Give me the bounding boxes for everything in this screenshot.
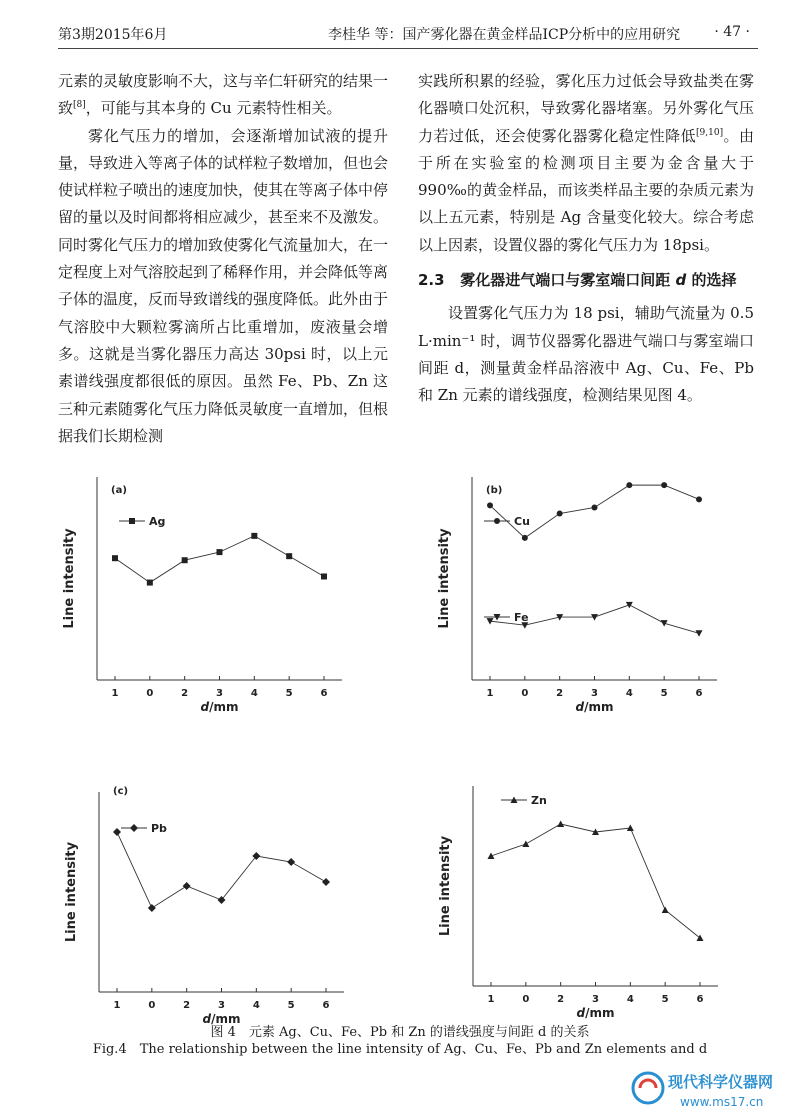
series-line bbox=[491, 824, 700, 938]
legend-label: Ag bbox=[149, 515, 166, 528]
data-point bbox=[321, 573, 327, 579]
data-point bbox=[488, 853, 495, 860]
data-point bbox=[557, 821, 564, 828]
x-axis-label bbox=[577, 1006, 615, 1020]
data-point bbox=[626, 602, 633, 609]
data-point bbox=[661, 482, 667, 488]
legend-label: Pb bbox=[151, 822, 167, 835]
x-tick-label: 1 bbox=[487, 994, 495, 1005]
x-tick-label: 4 bbox=[252, 1000, 260, 1011]
panel-label: (c) bbox=[113, 786, 129, 797]
data-point bbox=[183, 882, 191, 890]
x-tick-label: 4 bbox=[625, 688, 633, 699]
x-tick-label: 1 bbox=[486, 688, 494, 699]
x-tick-label: 2 bbox=[181, 688, 189, 699]
x-tick-label: 3 bbox=[216, 688, 223, 699]
data-point bbox=[129, 518, 135, 524]
x-axis-label-unit: /mm bbox=[209, 700, 239, 714]
x-tick-label: 0 bbox=[522, 994, 530, 1005]
x-tick-label: 0 bbox=[148, 1000, 156, 1011]
data-point bbox=[626, 482, 632, 488]
x-tick-label: 3 bbox=[218, 1000, 225, 1011]
data-point bbox=[217, 549, 223, 555]
panel-label: (a) bbox=[111, 485, 127, 496]
data-point bbox=[182, 557, 188, 563]
data-point bbox=[286, 553, 292, 559]
legend-label: Zn bbox=[531, 794, 547, 807]
panel-label: (b) bbox=[486, 485, 503, 496]
legend-label: Fe bbox=[514, 611, 529, 624]
figure-4 bbox=[0, 470, 800, 1026]
site-logo-icon bbox=[628, 1068, 798, 1112]
x-tick-label: 1 bbox=[113, 1000, 121, 1011]
legend-label: Cu bbox=[514, 515, 530, 528]
data-point bbox=[487, 502, 493, 508]
data-point bbox=[557, 511, 563, 517]
paragraph: 设置雾化气压力为 18 psi，辅助气流量为 0.5 L·min⁻¹ 时，调节仪器雾化器进气端口与雾室端口间距 d，测量黄金样品溶液中 Ag、Cu、Fe、Pb 和 Zn 元素的谱线强度，检测结果见图 4。 bbox=[418, 304, 754, 405]
x-tick-label: 5 bbox=[287, 1000, 295, 1011]
data-point bbox=[322, 878, 330, 886]
citation: [8] bbox=[73, 100, 86, 111]
watermark-name: 现代科学仪器网 bbox=[668, 1073, 774, 1091]
issue-info: 第3期2015年6月 bbox=[58, 27, 168, 43]
data-point bbox=[287, 858, 295, 866]
data-point bbox=[112, 555, 118, 561]
data-point bbox=[522, 535, 528, 541]
chart-panel-b bbox=[437, 477, 717, 714]
running-header bbox=[58, 22, 758, 49]
data-point bbox=[696, 496, 702, 502]
data-point bbox=[251, 533, 257, 539]
data-point bbox=[494, 518, 500, 524]
data-point bbox=[592, 504, 598, 510]
x-tick-label: 2 bbox=[557, 994, 565, 1005]
chart-panel-c bbox=[64, 786, 344, 1026]
x-tick-label: 3 bbox=[592, 994, 599, 1005]
x-axis-label-var: d bbox=[200, 700, 210, 714]
data-point bbox=[218, 896, 226, 904]
x-tick-label: 6 bbox=[695, 688, 703, 699]
data-point bbox=[252, 852, 260, 860]
data-point bbox=[696, 630, 703, 637]
x-axis-label bbox=[201, 700, 239, 714]
x-tick-label: 5 bbox=[660, 688, 668, 699]
x-tick-label: 6 bbox=[320, 688, 328, 699]
series-line bbox=[115, 536, 324, 583]
watermark-url: www.ms17.cn bbox=[680, 1095, 764, 1109]
x-tick-label: 6 bbox=[322, 1000, 330, 1011]
data-point bbox=[627, 825, 634, 832]
x-axis-label bbox=[576, 700, 614, 714]
y-axis-label: Line intensity bbox=[62, 528, 77, 629]
x-axis-label-unit: /mm bbox=[211, 1012, 241, 1026]
x-tick-label: 0 bbox=[146, 688, 154, 699]
x-tick-label: 2 bbox=[183, 1000, 191, 1011]
data-point bbox=[130, 824, 138, 832]
citation: [9,10] bbox=[696, 127, 724, 138]
x-tick-label: 6 bbox=[696, 994, 704, 1005]
y-axis-label: Line intensity bbox=[438, 835, 453, 937]
x-tick-label: 4 bbox=[250, 688, 258, 699]
x-axis-label-unit: /mm bbox=[584, 700, 614, 714]
x-tick-label: 3 bbox=[591, 688, 598, 699]
section-heading: 2.3 雾化器进气端口与雾室端口间距 d 的选择 bbox=[418, 271, 737, 290]
x-tick-label: 5 bbox=[661, 994, 669, 1005]
paragraph: 雾化气压力的增加，会逐渐增加试液的提升量，导致进入等离子体的试样粒子数增加，但也会使试样粒子喷出的速度加快，使其在等离子体中停留的量以及时间都将相应减少，甚至来不及激发。同时雾化气压力的增加致使雾化气流量加大，在一定程度上对气溶胶起到了稀释作用，并会降低等离子体的温度，反而导致谱线的强度降低。此外由于气溶胶中大颗粒雾滴所占比重增加，废液量会增多。这就是当雾化器压力高达 30psi 时，以上元素谱线强度都很低的原因。虽然 Fe、Pb、Zn 这三种元素随雾化气压力降低灵敏度一直增加，但根据我们长期检测 bbox=[58, 126, 389, 445]
left-column bbox=[58, 68, 388, 450]
chart-panel-a bbox=[62, 477, 342, 714]
x-tick-label: 0 bbox=[521, 688, 529, 699]
x-axis-label-var: d bbox=[202, 1012, 212, 1026]
data-point bbox=[522, 841, 529, 848]
figure-caption-en: Fig.4 The relationship between the line intensity of Ag、Cu、Fe、Pb and Zn elements and d bbox=[92, 1042, 708, 1057]
x-axis-label-var: d bbox=[575, 700, 585, 714]
paragraph: 实践所积累的经验，雾化压力过低会导致盐类在雾化器喷口处沉积，导致雾化器堵塞。另外雾化气压力若过低，还会使雾化器雾化稳定性降低[9,10]。由于所在实验室的检测项目主要为金含量大于 990‰的黄金样品，而该类样品主要的杂质元素为以上五元素，特别是 Ag 含量变化较大。综合考虑以上因素，设置仪器的雾化气压力为 18psi。 bbox=[418, 72, 754, 254]
x-tick-label: 5 bbox=[285, 688, 293, 699]
data-point bbox=[147, 580, 153, 586]
x-tick-label: 2 bbox=[556, 688, 564, 699]
data-point bbox=[662, 907, 669, 914]
series-line bbox=[490, 485, 699, 538]
watermark-logo bbox=[628, 1068, 798, 1112]
chart-panel-d bbox=[438, 786, 718, 1020]
page-number: · 47 · bbox=[714, 24, 750, 40]
x-tick-label: 4 bbox=[626, 994, 634, 1005]
y-axis-label: Line intensity bbox=[64, 841, 79, 943]
paragraph: 元素的灵敏度影响不大，这与辛仁轩研究的结果一致[8]，可能与其本身的 Cu 元素特性相关。 bbox=[58, 72, 389, 118]
y-axis-label: Line intensity bbox=[437, 528, 452, 629]
right-column bbox=[418, 68, 754, 410]
x-axis-label-var: d bbox=[576, 1006, 586, 1020]
x-axis-label-unit: /mm bbox=[585, 1006, 615, 1020]
figure-caption-cn: 图 4 元素 Ag、Cu、Fe、Pb 和 Zn 的谱线强度与间距 d 的关系 bbox=[210, 1025, 590, 1040]
running-title: 李桂华 等：国产雾化器在黄金样品ICP分析中的应用研究 bbox=[328, 27, 681, 43]
data-point bbox=[148, 904, 156, 912]
data-point bbox=[113, 828, 121, 836]
x-tick-label: 1 bbox=[111, 688, 119, 699]
